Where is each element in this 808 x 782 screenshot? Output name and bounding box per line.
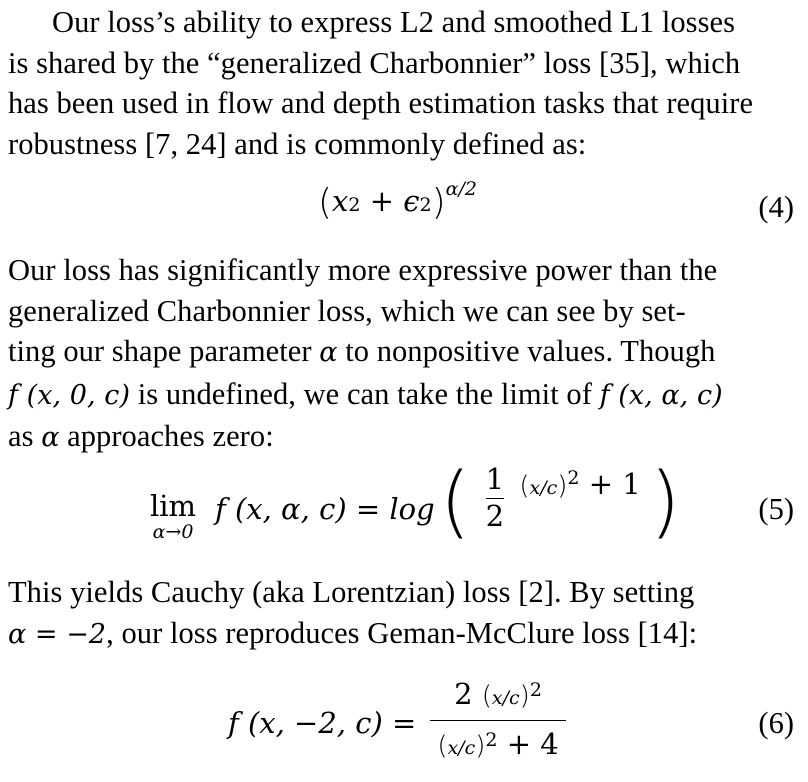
eq6-fraction [428, 672, 568, 771]
eq4-plus: + [369, 184, 395, 218]
alpha-symbol: α [319, 337, 338, 368]
right-paren: ) [431, 182, 446, 223]
paragraph-3-line-1: This yields Cauchy (aka Lorentzian) loss [2]. By setting [8, 575, 695, 609]
paragraph-1-line-1: Our loss’s ability to express L2 and smoothed L1 losses [52, 5, 736, 39]
eq5-fraction: $\frac{1}{2}$ [485, 462, 505, 533]
paragraph-1-line-4: robustness [7, 24] and is commonly defined as: [8, 126, 587, 161]
paragraph-1-line-3: has been used in flow and depth estimation tasks that require [8, 86, 754, 120]
eq5-lim-subscript: α→0 [152, 521, 194, 543]
f-x-0-c: f (x, 0, c) [8, 379, 131, 411]
equation-4 [0, 180, 808, 230]
paragraph-1 [8, 2, 794, 164]
eq6-numerator: 2 $(x/c)^2$ [454, 677, 542, 711]
eq5-lim: lim α→0 [150, 489, 197, 543]
paragraph-2-line-5: as α approaches zero: [8, 419, 274, 453]
eq5-tail: + 1 [588, 467, 641, 502]
paragraph-2 [8, 250, 794, 459]
equation-5-number: (5) [758, 492, 794, 526]
paragraph-2-line-3: ting our shape parameter α to nonpositive values. Though [8, 334, 716, 368]
paragraph-2-line-1: Our loss has significantly more expressive power than the [8, 253, 718, 287]
eq6-lhs: f (x, −2, c) = [228, 706, 417, 740]
equation-6-number: (6) [758, 706, 794, 740]
eq5-ratio: x/c [529, 477, 558, 500]
eq4-x-exponent: 2 [348, 194, 361, 216]
alpha-symbol: α [41, 422, 60, 453]
paragraph-3 [8, 572, 794, 655]
eq4-epsilon-exponent: 2 [419, 194, 432, 216]
left-paren: ( [318, 182, 333, 223]
eq4-x: x [332, 184, 349, 218]
f-x-alpha-c: f (x, α, c) [599, 379, 723, 411]
eq4-outer-exponent: α/2 [445, 178, 477, 200]
eq5-ratio-exponent: 2 [567, 467, 580, 490]
equation-4-body [318, 178, 477, 223]
alpha-equals-minus-two: α = −2 [8, 618, 107, 650]
eq5-rhs: ( $\frac{1}{2}$ $(x/c)^2 + 1$ ) [440, 457, 681, 547]
equation-5 [0, 457, 808, 557]
paragraph-2-line-4: f (x, 0, c) is undefined, we can take the limit of f (x, α, c) [8, 376, 723, 411]
eq5-lhs: f (x, α, c) = log [215, 492, 435, 526]
equation-4-number: (4) [758, 190, 794, 224]
eq4-epsilon: ϵ [403, 184, 420, 218]
paragraph-2-line-2: generalized Charbonnier loss, which we can see by set- [8, 293, 686, 328]
eq6-denominator: $(x/c)^2 + 4$ [437, 727, 559, 761]
paragraph-3-line-2: α = −2, our loss reproduces Geman-McClure loss [14]: [8, 615, 698, 650]
paragraph-1-line-2: is shared by the “generalized Charbonnier” loss [35], which [8, 45, 741, 80]
equation-6 [0, 672, 808, 780]
